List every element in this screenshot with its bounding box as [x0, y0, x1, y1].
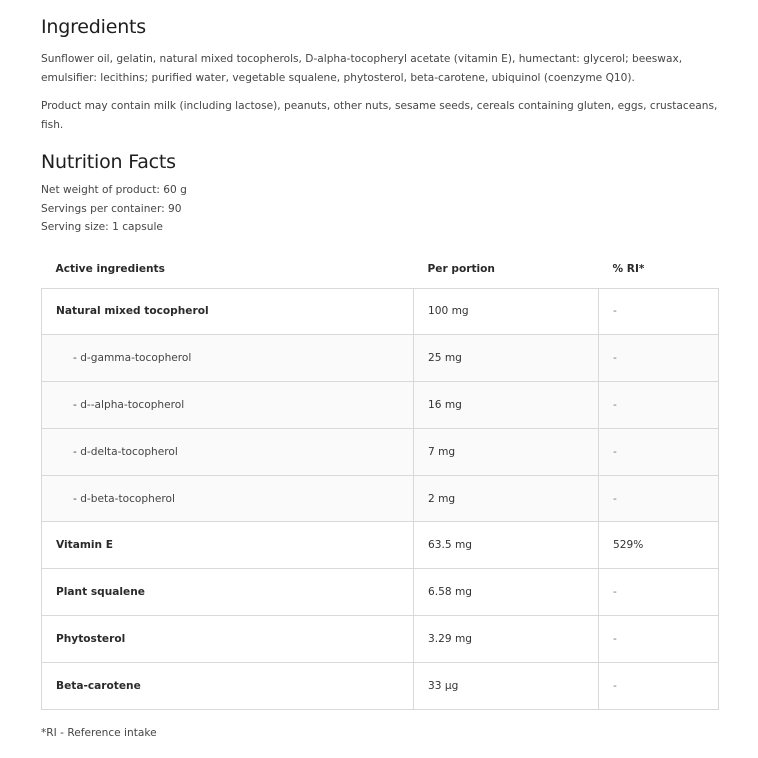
- nutrition-table: [41, 250, 719, 710]
- row-portion: 63.5 mg: [414, 522, 599, 569]
- table-row: [42, 288, 719, 335]
- table-row: [42, 335, 719, 382]
- table-row: [42, 428, 719, 475]
- row-portion: 7 mg: [414, 428, 599, 475]
- row-portion: 25 mg: [414, 335, 599, 382]
- row-name: Beta-carotene: [42, 662, 414, 709]
- row-ri: -: [599, 569, 719, 616]
- row-name: Vitamin E: [42, 522, 414, 569]
- row-portion: 100 mg: [414, 288, 599, 335]
- table-row: [42, 382, 719, 429]
- table-header-row: [42, 250, 719, 289]
- row-portion: 3.29 mg: [414, 616, 599, 663]
- row-ri: -: [599, 288, 719, 335]
- net-weight: Net weight of product: 60 g: [41, 184, 187, 196]
- row-ri: -: [599, 335, 719, 382]
- row-name: - d-delta-tocopherol: [42, 428, 414, 475]
- table-row: [42, 662, 719, 709]
- nutrition-facts-heading: Nutrition Facts: [41, 151, 176, 173]
- table-row: [42, 616, 719, 663]
- row-portion: 6.58 mg: [414, 569, 599, 616]
- row-name: Plant squalene: [42, 569, 414, 616]
- row-portion: 16 mg: [414, 382, 599, 429]
- product-facts: [41, 181, 718, 237]
- footnote: *RI - Reference intake: [41, 726, 157, 739]
- row-ri: -: [599, 616, 719, 663]
- servings-per-container: Servings per container: 90: [41, 202, 182, 215]
- row-name: Phytosterol: [42, 616, 414, 663]
- row-ri: -: [599, 475, 719, 522]
- row-portion: 2 mg: [414, 475, 599, 522]
- row-name: - d-beta-tocopherol: [42, 475, 414, 522]
- product-info-page: [41, 12, 718, 739]
- row-name: - d-gamma-tocopherol: [42, 335, 414, 382]
- row-portion: 33 µg: [414, 662, 599, 709]
- row-ri: -: [599, 428, 719, 475]
- ingredients-text: Sunflower oil, gelatin, natural mixed tocopherols, D-alpha-tocopheryl acetate (vitamin E), humectant: glycerol; beeswax, emulsifier: lecithins; purified water, vegetable squalene, phytosterol, beta-carotene, ubiquinol (coenzyme Q10).: [41, 53, 683, 84]
- table-row: [42, 569, 719, 616]
- row-ri: -: [599, 382, 719, 429]
- row-ri: -: [599, 662, 719, 709]
- table-row: [42, 522, 719, 569]
- row-name: Natural mixed tocopherol: [42, 288, 414, 335]
- table-row: [42, 475, 719, 522]
- ingredients-heading: Ingredients: [41, 16, 147, 38]
- header-ri: % RI*: [612, 262, 645, 275]
- row-name: - d--alpha-tocopherol: [42, 382, 414, 429]
- allergens-text: Product may contain milk (including lactose), peanuts, other nuts, sesame seeds, cereals containing gluten, eggs, crustaceans, fish.: [41, 100, 718, 131]
- row-ri: 529%: [599, 522, 719, 569]
- header-active-ingredients: Active ingredients: [55, 262, 165, 275]
- serving-size: Serving size: 1 capsule: [41, 221, 163, 233]
- header-per-portion: Per portion: [427, 262, 495, 275]
